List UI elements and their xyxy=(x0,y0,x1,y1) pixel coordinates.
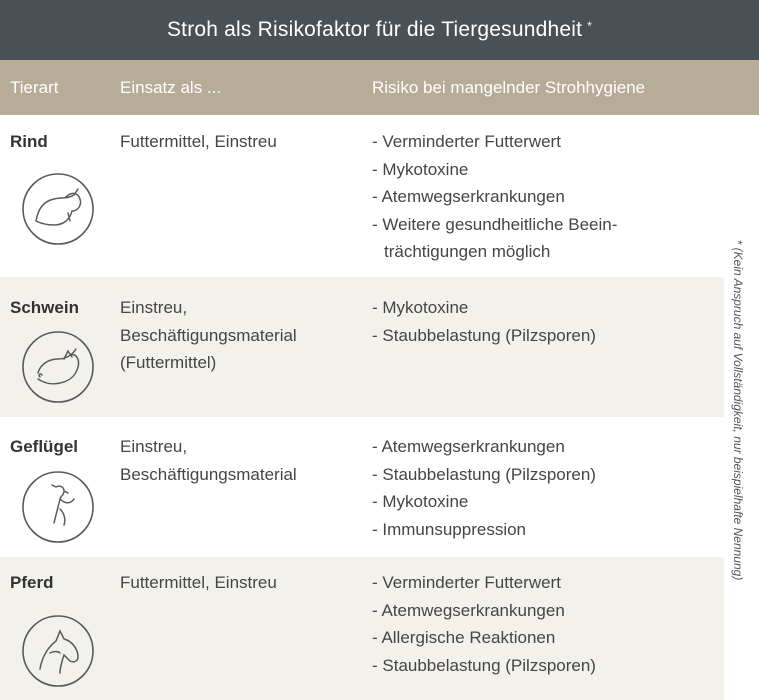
risk-cell xyxy=(372,433,596,543)
risk-item-continuation: trächtigungen möglich xyxy=(384,242,551,261)
table-title: Stroh als Risikofaktor für die Tiergesundheit xyxy=(166,18,583,41)
use-line: Beschäftigungsmaterial xyxy=(120,464,297,484)
table-row-schwein xyxy=(0,277,724,417)
use-line: (Futtermittel) xyxy=(120,353,217,372)
risk-cell xyxy=(372,294,596,349)
animal-name: Pferd xyxy=(10,573,54,592)
table-row-rind xyxy=(0,115,724,277)
use-cell xyxy=(120,128,277,156)
chicken-icon xyxy=(20,469,96,545)
risk-item: - Allergische Reaktionen xyxy=(372,628,556,647)
risk-item: - Atemwegserkrankungen xyxy=(372,437,565,456)
risk-item: - Atemwegserkrankungen xyxy=(372,600,565,620)
risk-cell xyxy=(372,128,617,266)
use-cell xyxy=(120,433,297,488)
animal-name: Schwein xyxy=(10,298,79,317)
header-animal: Tierart xyxy=(10,78,59,97)
risk-cell xyxy=(372,569,596,679)
side-footnote: * (Kein Anspruch auf Vollständigkeit, nur beispielhafte Nennung) xyxy=(731,239,745,581)
use-line: Einstreu, xyxy=(120,298,188,317)
table-title-bar xyxy=(0,0,759,60)
risk-item: - Verminderter Futterwert xyxy=(372,132,561,151)
risk-item: - Mykotoxine xyxy=(372,298,469,317)
risk-item: - Mykotoxine xyxy=(372,492,469,511)
table-header-row xyxy=(0,60,759,115)
use-line: Einstreu, xyxy=(120,437,188,456)
header-risk: Risiko bei mangelnder Strohhygiene xyxy=(372,78,646,97)
risk-item: - Immunsuppression xyxy=(372,519,527,539)
risk-item: - Mykotoxine xyxy=(372,159,469,179)
use-line: Beschäftigungsmaterial xyxy=(120,325,297,345)
use-line: Futtermittel, Einstreu xyxy=(120,573,277,592)
cow-icon xyxy=(20,171,96,247)
table-row-pferd xyxy=(0,557,724,700)
title-footnote-mark: * xyxy=(587,19,593,33)
risk-item: - Weitere gesundheitliche Beein- xyxy=(372,214,618,234)
header-use: Einsatz als ... xyxy=(120,78,222,97)
use-cell xyxy=(120,294,297,377)
animal-name: Geflügel xyxy=(10,437,79,456)
animal-name: Rind xyxy=(10,132,48,151)
use-cell xyxy=(120,569,277,597)
risk-item: - Verminderter Futterwert xyxy=(372,573,561,592)
risk-item: - Staubbelastung (Pilzsporen) xyxy=(372,464,596,484)
risk-item: - Staubbelastung (Pilzsporen) xyxy=(372,655,596,675)
risk-item: - Staubbelastung (Pilzsporen) xyxy=(372,325,596,345)
use-line: Futtermittel, Einstreu xyxy=(120,132,277,151)
horse-icon xyxy=(20,613,96,689)
pig-icon xyxy=(20,329,96,405)
table-row-gefluegel xyxy=(0,417,724,557)
risk-item: - Atemwegserkrankungen xyxy=(372,187,565,206)
